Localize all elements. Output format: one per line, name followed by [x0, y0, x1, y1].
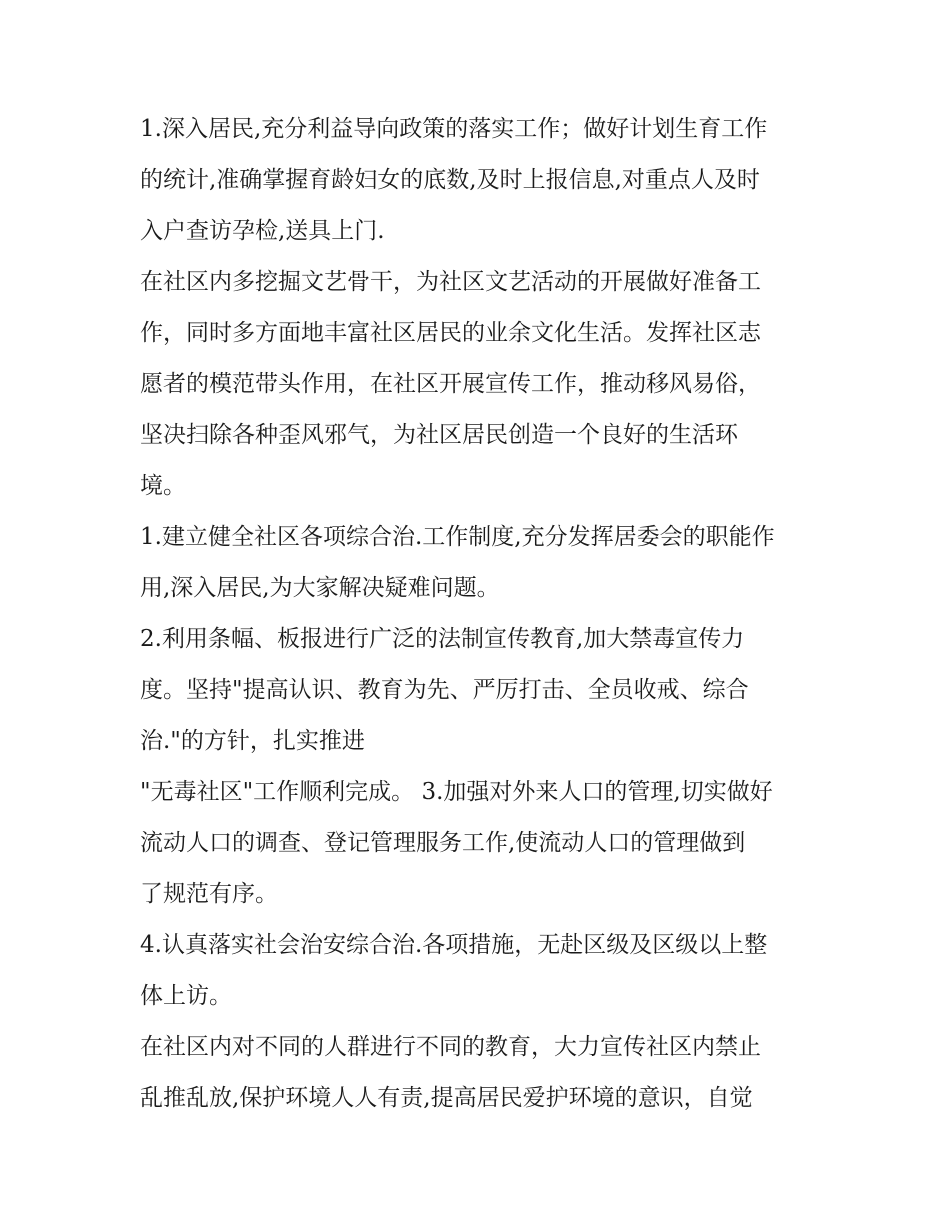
- document-body: [140, 104, 812, 1124]
- paragraph-family-planning: 1.深入居民,充分利益导向政策的落实工作；做好计划生育工作 的统计,准确掌握育龄妇女的底数,及时上报信息,对重点人及时 入户查访孕检,送具上门.: [140, 116, 768, 244]
- paragraph-comprehensive-governance: 1.建立健全社区各项综合治.工作制度,充分发挥居委会的职能作 用,深入居民,为大家解决疑难问题。: [140, 524, 775, 601]
- paragraph-culture-activities: 在社区内多挖掘文艺骨干，为社区文艺活动的开展做好准备工 作，同时多方面地丰富社区居民的业余文化生活。发挥社区志 愿者的模范带头作用，在社区开展宣传工作，推动移风易俗， 坚决扫除各种歪风邪气，为社区居民创造一个良好的生活环 境。: [140, 269, 761, 499]
- paragraph-environment-education: 在社区内对不同的人群进行不同的教育，大力宣传社区内禁止 乱推乱放,保护环境人人有责,提高居民爱护环境的意识，自觉: [140, 1034, 761, 1111]
- paragraph-public-security: 4.认真落实社会治安综合治.各项措施，无赴区级及区级以上整 体上访。: [140, 932, 768, 1009]
- paragraph-migrant-management: "无毒社区"工作顺利完成。 3.加强对外来人口的管理,切实做好 流动人口的调查、登记管理服务工作,使流动人口的管理做到 了规范有序。: [140, 779, 773, 907]
- paragraph-legal-publicity: 2.利用条幅、板报进行广泛的法制宣传教育,加大禁毒宣传力 度。坚持"提高认识、教育为先、严厉打击、全员收戒、综合 治."的方针，扎实推进: [140, 626, 749, 754]
